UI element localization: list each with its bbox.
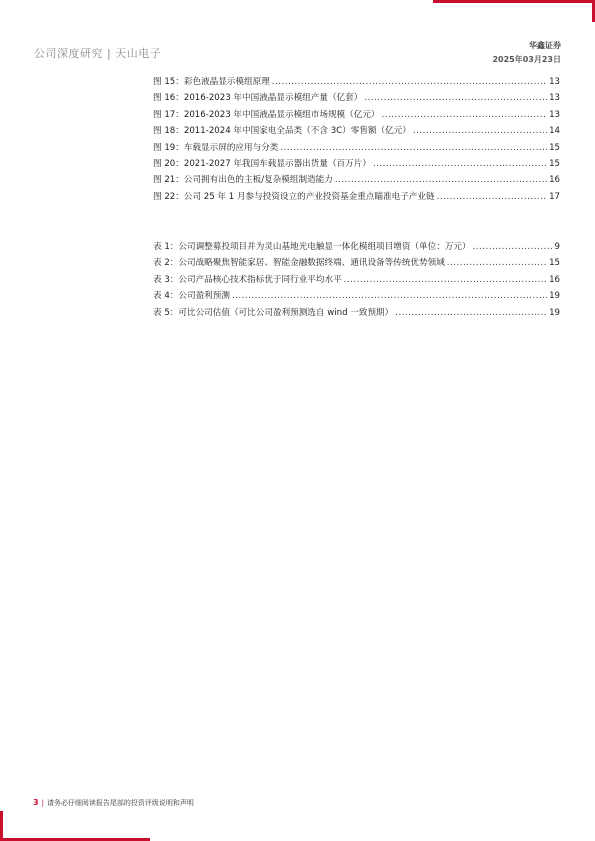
entry-page-number: 19 [549,307,560,318]
dot-leader [447,258,547,268]
figure-entry[interactable] [153,91,560,107]
dot-leader [364,93,547,103]
entry-label: 表 2：公司战略聚焦智能家居、智能金融数据终端、通讯设备等传统优势领域 [153,258,445,269]
entry-page-number: 14 [549,126,560,137]
entry-label: 表 3：公司产品核心技术指标优于同行业平均水平 [153,274,342,285]
report-type: 公司深度研究 [34,47,103,60]
dot-leader [382,110,548,120]
dot-leader [280,143,547,153]
figure-entry[interactable] [153,124,560,140]
entry-label: 图 15：彩色液晶显示模组原理 [153,77,270,87]
entry-label: 表 5：可比公司估值（可比公司盈利预测选自 wind 一致预期） [153,307,394,318]
figure-list [153,75,560,206]
entry-page-number: 9 [554,242,560,252]
entry-label: 图 17：2016-2023 年中国液晶显示模组市场规模（亿元） [153,109,380,120]
entry-page-number: 15 [549,142,560,153]
table-entry[interactable] [153,306,560,322]
dot-leader [272,77,547,87]
entry-label: 图 20：2021-2027 年我国车载显示器出货量（百万片） [153,158,371,169]
entry-label: 图 16：2016-2023 年中国液晶显示模组产量（亿套） [153,93,363,104]
dot-leader [473,242,553,252]
page-footer [33,798,194,808]
report-date: 2025年03月23日 [492,55,561,64]
table-entry[interactable] [153,256,560,272]
entry-label: 图 21：公司拥有出色的主板/复杂模组制造能力 [153,175,333,186]
entry-page-number: 17 [549,191,560,202]
brand-logo-text: 华鑫证券 [529,41,561,50]
entry-label: 图 19：车载显示屏的应用与分类 [153,142,279,153]
footer-separator: | [41,799,44,807]
entry-label: 图 18：2011-2024 年中国家电全品类（不含 3C）零售额（亿元） [153,126,411,137]
top-accent-bar [433,0,595,3]
header-separator: | [107,47,112,60]
report-header [34,45,161,61]
entry-page-number: 15 [549,158,560,169]
dot-leader [344,275,547,285]
entry-page-number: 16 [549,274,560,285]
header-right [492,40,561,65]
entry-page-number: 13 [549,77,560,87]
entry-page-number: 15 [549,258,560,269]
figure-entry[interactable] [153,157,560,173]
table-entry[interactable] [153,289,560,305]
entry-page-number: 19 [549,291,560,302]
entry-label: 表 4：公司盈利预测 [153,291,230,302]
dot-leader [335,175,547,185]
table-list [153,240,560,322]
entry-page-number: 13 [549,93,560,104]
footer-disclaimer: 请务必仔细阅读报告尾部的投资评级说明和声明 [46,799,194,807]
figure-entry[interactable] [153,173,560,189]
dot-leader [413,126,547,136]
figure-entry[interactable] [153,75,560,91]
figure-entry[interactable] [153,141,560,157]
table-entry[interactable] [153,273,560,289]
entry-page-number: 13 [549,109,560,120]
entry-label: 表 1：公司调整募投项目并为灵山基地光电触显一体化模组项目增资（单位：万元） [153,242,471,252]
dot-leader [395,308,547,318]
dot-leader [437,192,547,202]
dot-leader [232,291,547,301]
figure-entry[interactable] [153,108,560,124]
bottom-accent-bar-vertical [0,811,3,841]
page-number: 3 [33,798,39,807]
entry-label: 图 22：公司 25 年 1 月参与投资设立的产业投资基金重点瞄准电子产业链 [153,191,435,202]
table-entry[interactable] [153,240,560,256]
entry-page-number: 16 [549,175,560,186]
company-name: 天山电子 [115,47,162,60]
figure-entry[interactable] [153,190,560,206]
dot-leader [373,159,547,169]
